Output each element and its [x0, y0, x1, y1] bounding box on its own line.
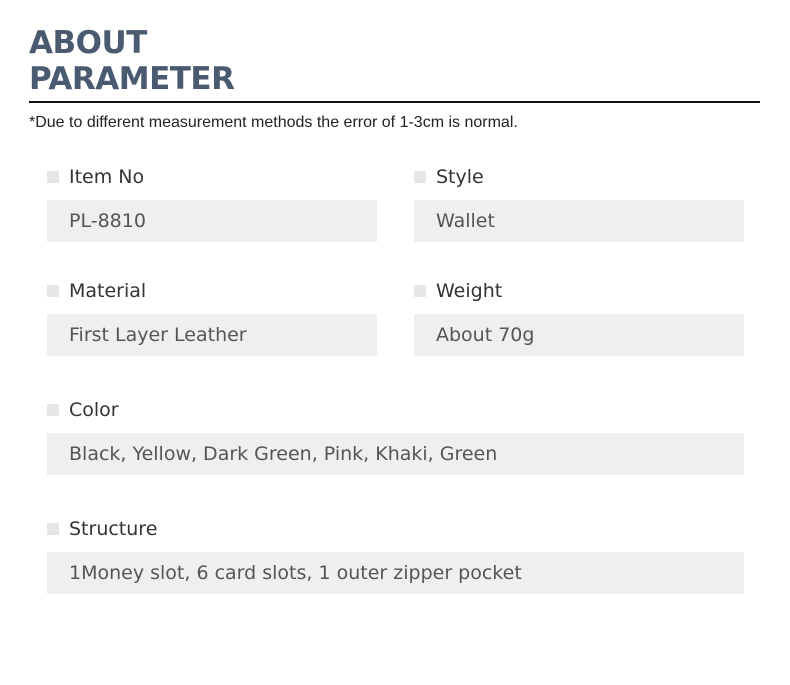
param-label-item-no: Item No	[69, 166, 145, 188]
param-value-material: First Layer Leather	[47, 314, 377, 356]
measurement-note: *Due to different measurement methods the error of 1-3cm is normal.	[29, 114, 518, 131]
param-value-structure: 1Money slot, 6 card slots, 1 outer zipper pocket	[47, 552, 744, 594]
page-title-line2: PARAMETER	[29, 61, 235, 97]
param-value-color: Black, Yellow, Dark Green, Pink, Khaki, Green	[47, 433, 744, 475]
param-label-material: Material	[69, 280, 147, 302]
bullet-square-icon	[47, 523, 59, 535]
param-value-style: Wallet	[414, 200, 744, 242]
page-title	[29, 25, 234, 97]
bullet-square-icon	[414, 285, 426, 297]
param-value-item-no: PL-8810	[47, 200, 377, 242]
bullet-square-icon	[47, 404, 59, 416]
title-divider	[29, 101, 760, 103]
param-label-style: Style	[436, 166, 484, 188]
param-value-weight: About 70g	[414, 314, 744, 356]
bullet-square-icon	[47, 285, 59, 297]
param-label-structure: Structure	[69, 518, 158, 540]
bullet-square-icon	[414, 171, 426, 183]
param-label-weight: Weight	[436, 280, 503, 302]
page-title-line1: ABOUT	[29, 25, 147, 61]
param-label-color: Color	[69, 399, 119, 421]
bullet-square-icon	[47, 171, 59, 183]
